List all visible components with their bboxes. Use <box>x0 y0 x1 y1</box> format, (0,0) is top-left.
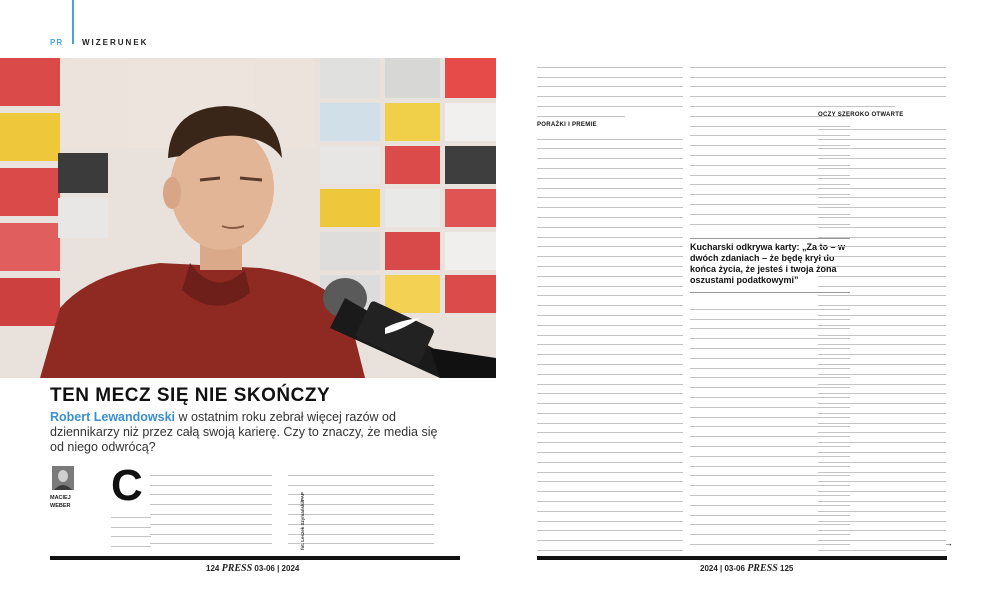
body-column-1b <box>111 508 151 552</box>
page-number-left: 124 <box>206 564 220 573</box>
brand-left: PRESS <box>221 563 253 574</box>
body-column-1 <box>150 466 272 552</box>
end-arrow: → <box>944 538 953 548</box>
author-name: MACIEJ WEBER <box>50 495 71 509</box>
section-name: WIZERUNEK <box>82 38 149 47</box>
brand-right: PRESS <box>747 563 778 574</box>
press-conference-photo <box>0 58 496 378</box>
body-column-2 <box>288 466 434 552</box>
folio-left <box>206 563 299 574</box>
subhead-2: OCZY SZEROKO OTWARTE <box>818 111 904 118</box>
page-number-right: 125 <box>780 564 794 573</box>
footer-bar-left <box>50 556 460 560</box>
lead-name: Robert Lewandowski <box>50 410 176 424</box>
body-column-right-3 <box>818 58 946 552</box>
issue-left: 03-06 | 2024 <box>254 564 300 573</box>
body-column-right-1 <box>537 58 683 552</box>
section-rule <box>72 0 74 44</box>
issue-right: 2024 | 03-06 <box>700 564 745 573</box>
drop-cap: C <box>111 461 143 510</box>
subhead-1: PORAŻKI I PREMIE <box>537 121 597 128</box>
pullquote: Kucharski odkrywa karty: „Za to – w dwóch zdaniach – że będę krył do końca życia, że jesteś i twoja żona oszustami podatkowymi” <box>690 242 846 285</box>
author-photo <box>52 466 74 490</box>
lead-text: w ostatnim roku zebrał więcej razów od dziennikarzy niż przez całą swoją karierę. Czy to znaczy, że media się od niego odwrócą? <box>50 410 438 454</box>
article-title: TEN MECZ SIĘ NIE SKOŃCZY <box>50 385 331 406</box>
photo-credit: fot. Leszek Szymański/PAP <box>300 492 305 550</box>
folio-right <box>700 563 793 574</box>
section-code: PR <box>50 38 64 47</box>
article-lead <box>50 410 450 455</box>
footer-bar-right <box>537 556 947 560</box>
